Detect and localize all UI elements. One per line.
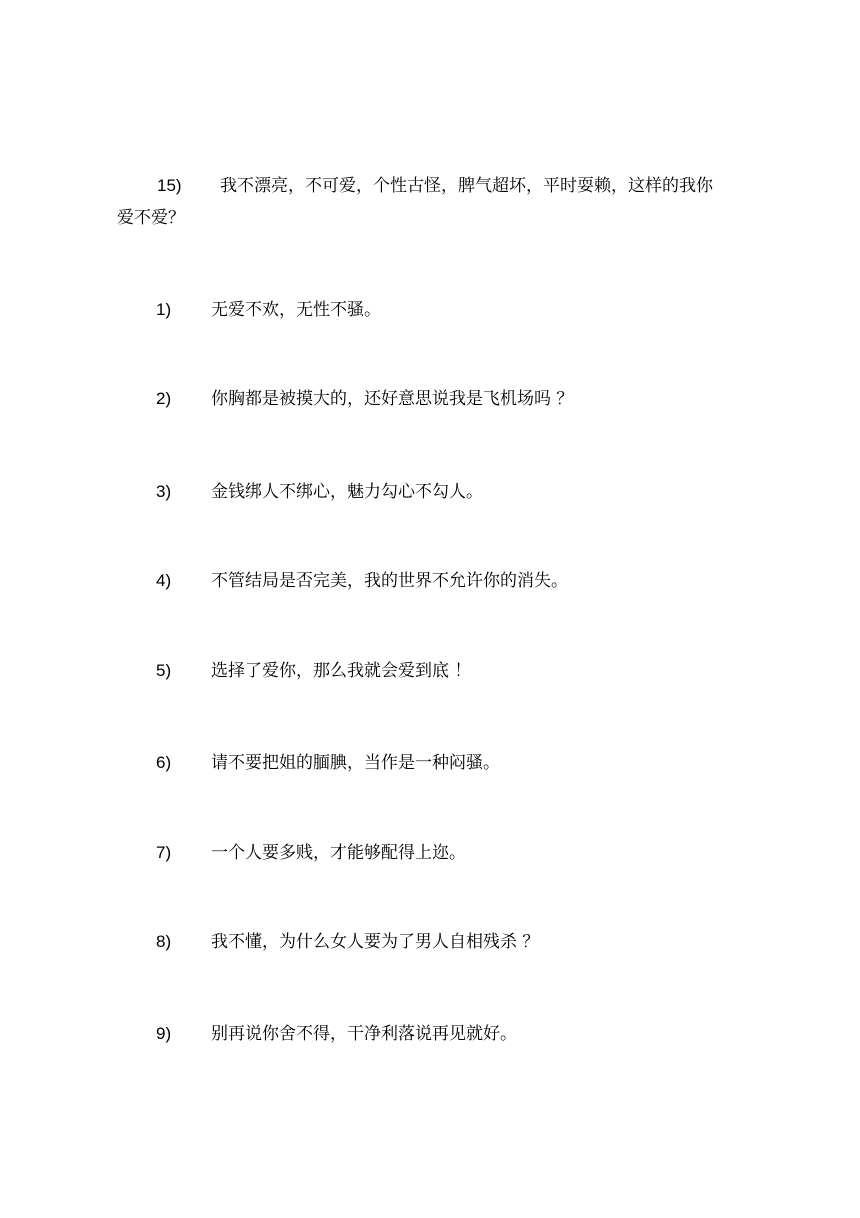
list-item-text: 请不要把姐的腼腆，当作是一种闷骚。 (211, 753, 500, 773)
list-item (156, 751, 500, 775)
list-item (156, 298, 381, 322)
question-text: 我不漂亮，不可爱，个性古怪，脾气超坏，平时耍赖，这样的我你爱不爱？ (117, 176, 713, 228)
list-item-number: 5) (156, 661, 172, 680)
list-item-text: 你胸都是被摸大的，还好意思说我是飞机场吗 ？ (211, 389, 574, 409)
list-item (156, 480, 483, 504)
list-item (156, 659, 471, 683)
list-item (156, 1022, 517, 1046)
list-item-number: 1) (156, 300, 172, 319)
list-item-text: 不管结局是否完美，我的世界不允许你的消失。 (211, 571, 568, 591)
list-item-text: 选择了爱你，那么我就会爱到底 ！ (211, 661, 472, 681)
question-paragraph (117, 170, 717, 234)
list-item-number: 2) (156, 389, 172, 408)
list-item-number: 9) (156, 1024, 172, 1043)
list-item-number: 4) (156, 571, 172, 590)
list-item-number: 3) (156, 482, 172, 501)
list-item-number: 8) (156, 932, 172, 951)
list-item-text: 无爱不欢，无性不骚。 (211, 300, 381, 320)
list-item-number: 7) (156, 843, 172, 862)
list-item-text: 一个人要多贱，才能够配得上迩。 (211, 843, 466, 863)
list-item-text: 金钱绑人不绑心，魅力勾心不勾人。 (211, 482, 483, 502)
list-item-text: 别再说你舍不得，干净利落说再见就好。 (211, 1024, 517, 1044)
list-item (156, 387, 573, 411)
question-number: 15) (157, 176, 182, 195)
list-item (156, 930, 539, 954)
list-item (156, 569, 568, 593)
list-item-number: 6) (156, 753, 172, 772)
list-item-text: 我不懂，为什么女人要为了男人自相残杀 ？ (211, 932, 540, 952)
list-item (156, 841, 466, 865)
